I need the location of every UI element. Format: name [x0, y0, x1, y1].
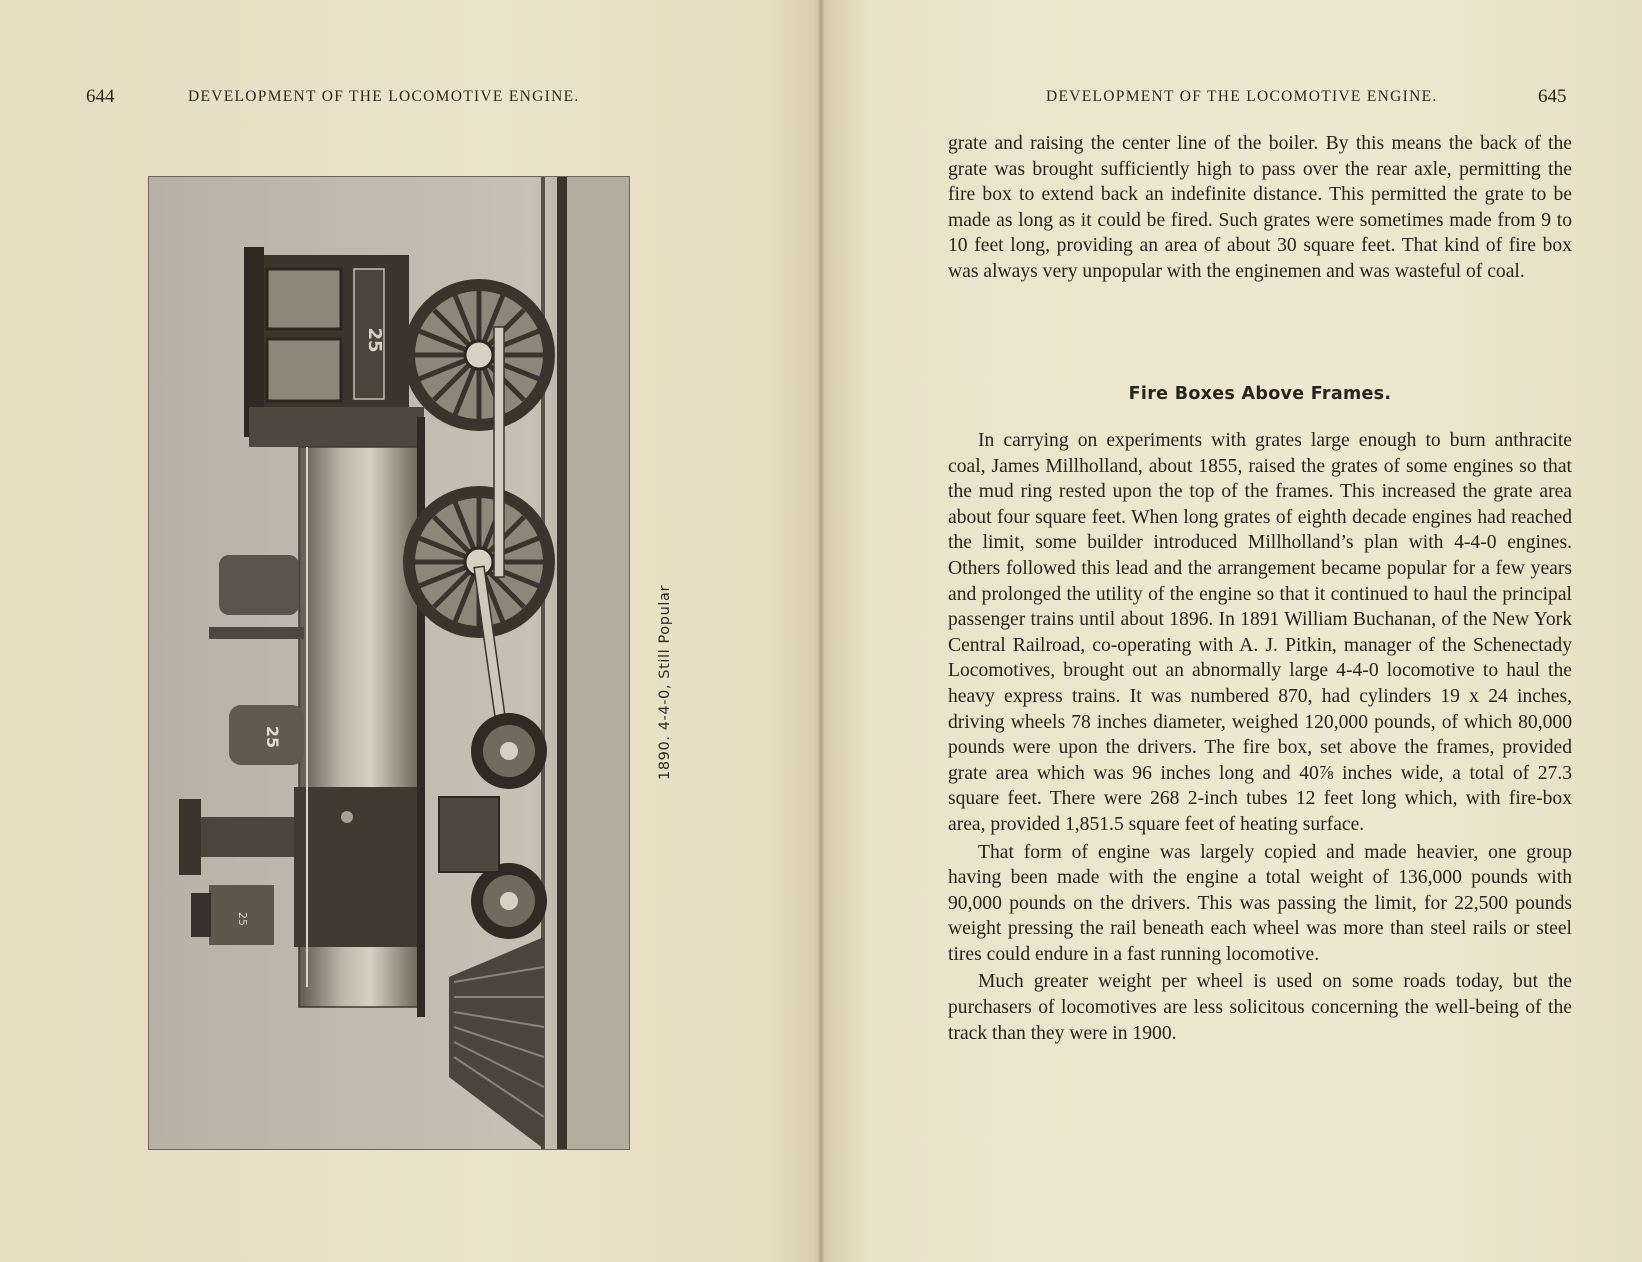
driving-wheel — [403, 486, 555, 638]
svg-text:25: 25 — [236, 912, 249, 926]
paragraph-4: Much greater weight per wheel is used on some roads today, but the purchasers of locomotives are less solicitous concerning the well-being of the track than they were in 1900. — [948, 971, 1572, 1044]
left-running-head: DEVELOPMENT OF THE LOCOMOTIVE ENGINE. — [188, 88, 580, 105]
plate-caption: 1890. 4-4-0, Still Popular — [657, 584, 673, 780]
left-page-number: 644 — [86, 86, 115, 107]
locomotive-illustration — [149, 177, 629, 1149]
right-page — [824, 0, 1642, 1262]
section-body — [948, 428, 1572, 1046]
right-running-head: DEVELOPMENT OF THE LOCOMOTIVE ENGINE. — [1046, 88, 1438, 105]
driving-wheel — [403, 279, 555, 431]
continuation-paragraph — [948, 131, 1572, 285]
plate-caption-wrap — [650, 560, 680, 780]
left-page — [0, 0, 818, 1262]
section-heading: Fire Boxes Above Frames. — [1128, 384, 1392, 404]
paragraph-3: That form of engine was largely copied and made heavier, one group having been made with the engine a total weight of 136,000 pounds with 90,000 pounds on the drivers. This was passing the limit, for 22,500 pounds weight pressing the rail beneath each wheel was more than steel rails or steel tires could endure in a fast running locomotive. — [948, 841, 1572, 965]
locomotive-photo-plate — [148, 176, 630, 1150]
svg-text:25: 25 — [364, 327, 385, 353]
paragraph-2: In carrying on experiments with grates large enough to burn anthracite coal, James Millholland, about 1855, raised the grates of some engines so that the mud ring rested upon the top of the frames. This increased the grate area about four square feet. When long grates of eighth decade engines had reached the limit, some builder introduced Millholland’s plan with 4-4-0 engines. Others followed this lead and the arrangement became popular for a few years and prolonged the utility of the engine so that it continued to haul the principal passenger trains until about 1896. In 1891 William Buchanan, of the New York Central Railroad, co-operating with A. J. Pitkin, manager of the Schenectady Locomotives, brought out an abnormally large 4-4-0 locomotive to haul the heavy express trains. It was numbered 870, had cylinders 19 x 24 inches, driving wheels 78 inches diameter, weighed 120,000 pounds, of which 80,000 pounds were upon the drivers. The fire box, set above the frames, provided grate area which was 96 inches long and 40⅞ inches wide, a total of 27.3 square feet. There were 268 2-inch tubes 12 feet long which, with fire-box area, provided 1,851.5 square feet of heating surface. — [948, 430, 1572, 835]
paragraph-1: grate and raising the center line of the boiler. By this means the back of the grate was brought sufficiently high to pass over the rear axle, permitting the fire box to extend back an indefinite distance. This permitted the grate to be made as long as it could be fired. Such grates were sometimes made from 9 to 10 feet long, providing an area of about 30 square feet. That kind of fire box was always very unpopular with the enginemen and was wasteful of coal. — [948, 133, 1572, 282]
right-page-number: 645 — [1538, 86, 1567, 107]
svg-text:25: 25 — [263, 725, 282, 749]
